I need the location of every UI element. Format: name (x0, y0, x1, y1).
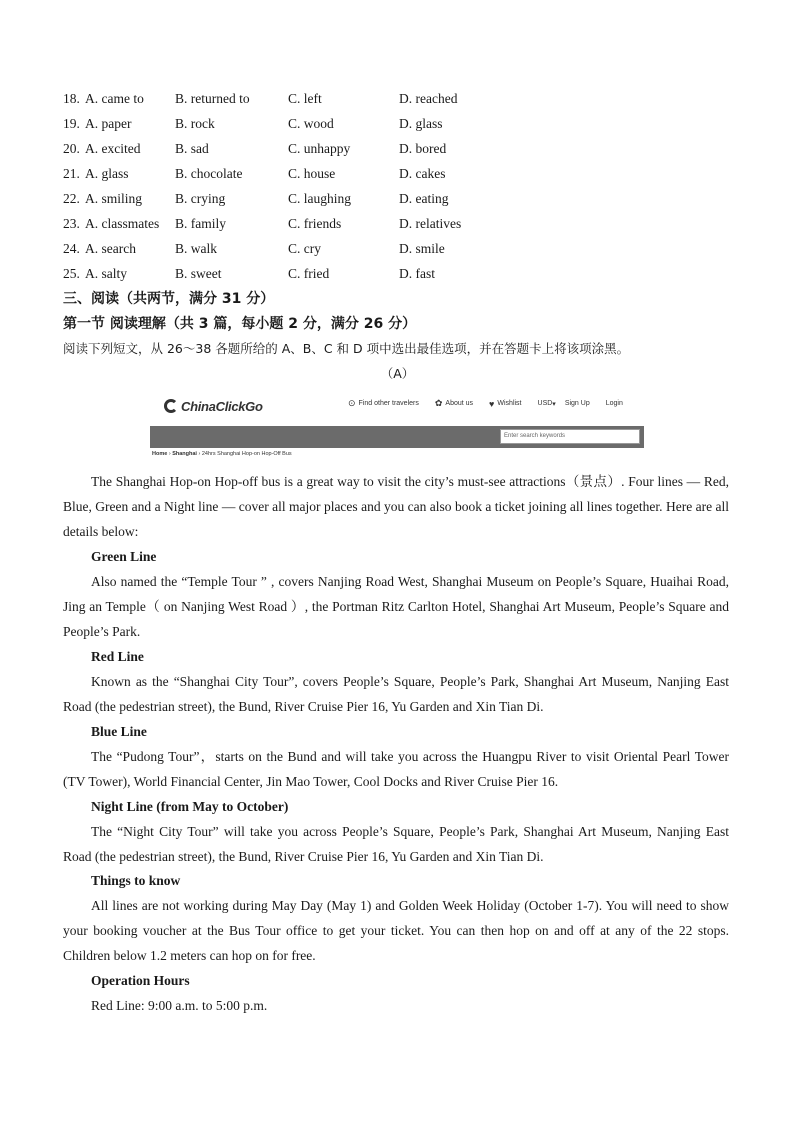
option-a: A. came to (85, 91, 144, 106)
site-logo (164, 396, 263, 416)
option-b: B. rock (175, 116, 215, 131)
question-number: 18. (63, 91, 80, 106)
operation-hours-title: Operation Hours (91, 973, 190, 988)
option-b: B. walk (175, 241, 217, 256)
red-line-title: Red Line (91, 649, 144, 664)
option-a: A. classmates (85, 216, 160, 231)
site-nav (348, 398, 639, 409)
heart-icon: ♥ (489, 398, 495, 409)
site-header-bar (150, 426, 644, 448)
question-number: 22. (63, 191, 80, 206)
option-a: A. salty (85, 266, 127, 281)
things-to-know-text: All lines are not working during May Day (May 1) and Golden Week Holiday (October 1-7). You will need to show your booking voucher at the Bus Tour office to get your ticket. You can then hop on and off at any of the 22 stops. Children below 1.2 meters can hop on for free. (63, 898, 729, 963)
blue-line-text: The “Pudong Tour”，starts on the Bund and will take you across the Huangpu River to visit Oriental Pearl Tower (TV Tower), World Financial Center, Jin Mao Tower, Cool Docks and River Cruise Pier 16. (63, 749, 729, 789)
breadcrumb (152, 451, 292, 457)
things-to-know-title: Things to know (91, 873, 181, 888)
option-b: B. returned to (175, 91, 250, 106)
option-a: A. search (85, 241, 136, 256)
option-c: C. unhappy (288, 141, 351, 156)
option-b: B. sweet (175, 266, 222, 281)
option-a: A. paper (85, 116, 132, 131)
passage-intro: The Shanghai Hop-on Hop-off bus is a great way to visit the city’s must-see attractions（景点）. Four lines — Red, Blue, Green and a Night line — cover all major places and you can also book a ticket joining all lines together. Here are all details below: (63, 474, 729, 539)
question-number: 19. (63, 116, 80, 131)
night-line-title: Night Line (from May to October) (91, 799, 289, 814)
nav-about[interactable] (435, 398, 473, 409)
logo-text: ChinaClickGo (181, 398, 263, 414)
option-c: C. fried (288, 266, 330, 281)
option-c: C. cry (288, 241, 321, 256)
option-c: C. wood (288, 116, 334, 131)
option-c: C. left (288, 91, 322, 106)
caret-down-icon: ▾ (552, 400, 556, 408)
option-a: A. glass (85, 166, 129, 181)
nav-wishlist-label: Wishlist (497, 400, 522, 407)
option-a: A. smiling (85, 191, 143, 206)
section-title: 三、阅读（共两节，满分 31 分） (63, 291, 275, 307)
breadcrumb-city[interactable]: Shanghai (172, 451, 197, 457)
login-link[interactable] (606, 400, 623, 407)
green-line-text: Also named the “Temple Tour ” , covers Nanjing Road West, Shanghai Museum on People’s Square, Huaihai Road, Jing an Temple（ on Nanjing West Road ）, the Portman Ritz Carlton Hotel, Shanghai Art Museum, People’s Square and People’s Park. (63, 574, 729, 639)
option-d: D. cakes (399, 166, 446, 181)
breadcrumb-home[interactable]: Home (152, 451, 168, 457)
option-d: D. smile (399, 241, 445, 256)
option-d: D. relatives (399, 216, 462, 231)
option-c: C. house (288, 166, 336, 181)
nav-find-travelers[interactable] (348, 398, 419, 409)
nav-find-travelers-label: Find other travelers (358, 400, 419, 407)
option-d: D. bored (399, 141, 447, 156)
search-input[interactable]: Enter search keywords (500, 429, 640, 444)
currency-select[interactable] (538, 400, 556, 408)
option-c: C. friends (288, 216, 342, 231)
red-line-text: Known as the “Shanghai City Tour”, covers People’s Square, People’s Park, Shanghai Art Museum, Nanjing East Road (the pedestrian street), the Bund, River Cruise Pier 16, Yu Garden and Xin Tian Di. (63, 674, 729, 714)
question-number: 25. (63, 266, 80, 281)
nav-wishlist[interactable] (489, 399, 521, 409)
question-number: 24. (63, 241, 80, 256)
passage-label: （A） (380, 366, 415, 381)
night-line-text: The “Night City Tour” will take you across People’s Square, People’s Park, Shanghai Art Museum, Nanjing East Road (the pedestrian street), the Bund, River Cruise Pier 16, Yu Garden and Xin Tian Di. (63, 824, 729, 864)
green-line-title: Green Line (91, 549, 157, 564)
signup-label: Sign Up (564, 400, 590, 407)
option-d: D. glass (399, 116, 443, 131)
option-b: B. family (175, 216, 226, 231)
compass-icon: ⊙ (348, 398, 356, 408)
option-d: D. eating (399, 191, 449, 206)
option-d: D. reached (399, 91, 458, 106)
logo-mark-icon (164, 399, 178, 413)
option-d: D. fast (399, 266, 435, 281)
question-number: 21. (63, 166, 80, 181)
paw-icon: ✿ (434, 398, 443, 408)
breadcrumb-page: 24hrs Shanghai Hop-on Hop-Off Bus (201, 451, 292, 457)
nav-about-label: About us (445, 400, 474, 407)
instruction: 阅读下列短文，从 26～38 各题所给的 A、B、C 和 D 项中选出最佳选项，并在答题卡上将该项涂黑。 (63, 341, 630, 356)
option-b: B. chocolate (175, 166, 243, 181)
login-label: Login (605, 400, 623, 407)
question-number: 20. (63, 141, 80, 156)
signup-link[interactable] (565, 400, 590, 407)
option-c: C. laughing (288, 191, 351, 206)
question-number: 23. (63, 216, 80, 231)
option-b: B. sad (175, 141, 209, 156)
breadcrumb-separator: › (198, 451, 202, 457)
part-title: 第一节 阅读理解（共 3 篇，每小题 2 分，满分 26 分） (63, 316, 417, 332)
currency-label: USD (537, 400, 553, 407)
breadcrumb-separator: › (168, 451, 173, 457)
blue-line-title: Blue Line (91, 724, 147, 739)
red-line-hours: Red Line: 9:00 a.m. to 5:00 p.m. (91, 998, 268, 1013)
website-screenshot (150, 388, 644, 460)
option-a: A. excited (85, 141, 141, 156)
option-b: B. crying (175, 191, 226, 206)
